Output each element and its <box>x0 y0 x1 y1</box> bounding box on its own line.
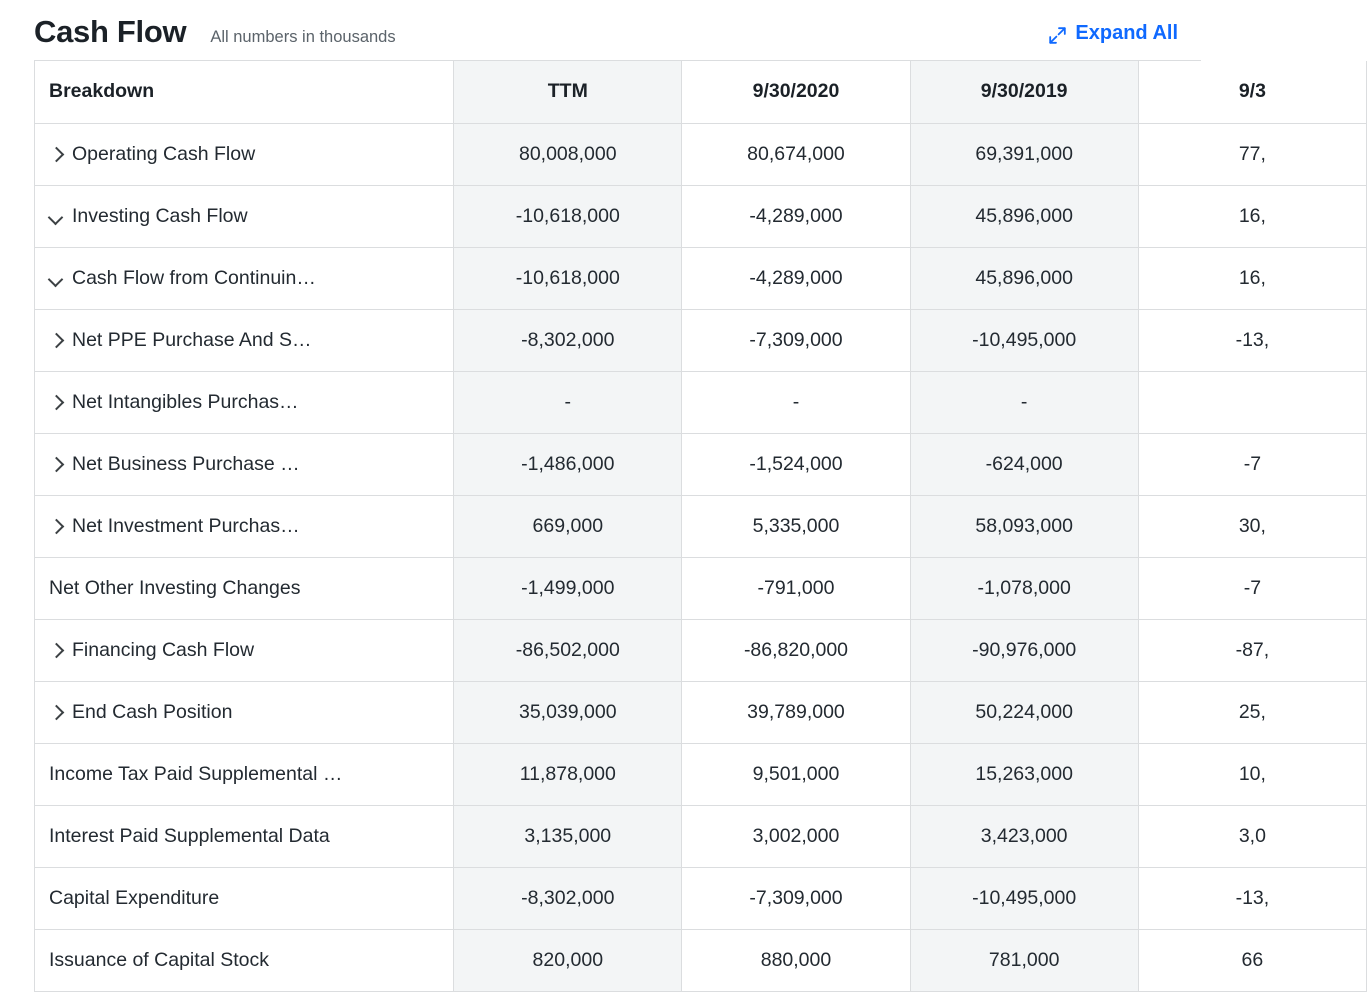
column-header-ttm[interactable]: TTM <box>454 61 682 123</box>
row-value-cell: -86,502,000 <box>454 619 682 681</box>
table-row <box>35 743 1367 805</box>
table-row <box>35 929 1367 991</box>
chevron-down-icon[interactable] <box>49 272 62 285</box>
row-label-text: Net PPE Purchase And S… <box>72 328 312 351</box>
row-label-cell[interactable] <box>35 247 454 309</box>
row-label-text: Net Other Investing Changes <box>49 576 301 599</box>
row-value-cell: 5,335,000 <box>682 495 910 557</box>
row-value-cell: -791,000 <box>682 557 910 619</box>
row-value-cell: 58,093,000 <box>910 495 1138 557</box>
row-value-cell: 35,039,000 <box>454 681 682 743</box>
chevron-right-icon[interactable] <box>49 458 62 471</box>
table-row <box>35 309 1367 371</box>
row-value-cell: 25, <box>1138 681 1366 743</box>
row-value-cell: 45,896,000 <box>910 247 1138 309</box>
table-row <box>35 619 1367 681</box>
row-label-text: Financing Cash Flow <box>72 638 255 661</box>
table-row <box>35 557 1367 619</box>
row-value-cell: -7 <box>1138 557 1366 619</box>
row-value-cell: -10,495,000 <box>910 867 1138 929</box>
column-header-2019[interactable]: 9/30/2019 <box>910 61 1138 123</box>
cash-flow-table-wrapper[interactable] <box>34 60 1270 992</box>
row-value-cell: -90,976,000 <box>910 619 1138 681</box>
row-label-text: Operating Cash Flow <box>72 142 256 165</box>
row-label-text: End Cash Position <box>72 700 233 723</box>
row-value-cell: 45,896,000 <box>910 185 1138 247</box>
row-value-cell: -7,309,000 <box>682 309 910 371</box>
row-value-cell: 9,501,000 <box>682 743 910 805</box>
cash-flow-table <box>35 61 1367 992</box>
column-header-2020[interactable]: 9/30/2020 <box>682 61 910 123</box>
row-label-cell[interactable] <box>35 371 454 433</box>
row-value-cell: -1,499,000 <box>454 557 682 619</box>
row-value-cell: 80,008,000 <box>454 123 682 185</box>
row-label-cell <box>35 805 454 867</box>
row-value-cell: 69,391,000 <box>910 123 1138 185</box>
row-label-cell[interactable] <box>35 495 454 557</box>
row-value-cell: 10, <box>1138 743 1366 805</box>
row-value-cell: 880,000 <box>682 929 910 991</box>
table-row <box>35 867 1367 929</box>
row-value-cell: -7,309,000 <box>682 867 910 929</box>
row-value-cell <box>1138 371 1366 433</box>
chevron-right-icon[interactable] <box>49 520 62 533</box>
row-value-cell: 50,224,000 <box>910 681 1138 743</box>
row-value-cell: 3,423,000 <box>910 805 1138 867</box>
chevron-right-icon[interactable] <box>49 396 62 409</box>
table-row <box>35 123 1367 185</box>
row-value-cell: 80,674,000 <box>682 123 910 185</box>
row-value-cell: 820,000 <box>454 929 682 991</box>
row-label-text: Net Business Purchase … <box>72 452 300 475</box>
row-label-cell <box>35 929 454 991</box>
table-row <box>35 371 1367 433</box>
row-label-cell[interactable] <box>35 185 454 247</box>
chevron-right-icon[interactable] <box>49 334 62 347</box>
column-header-breakdown[interactable]: Breakdown <box>35 61 454 123</box>
row-value-cell: 11,878,000 <box>454 743 682 805</box>
chevron-right-icon[interactable] <box>49 148 62 161</box>
row-label-cell[interactable] <box>35 123 454 185</box>
table-row <box>35 805 1367 867</box>
row-label-cell[interactable] <box>35 433 454 495</box>
row-value-cell: 66 <box>1138 929 1366 991</box>
expand-all-label: Expand All <box>1075 22 1178 44</box>
row-label-cell[interactable] <box>35 619 454 681</box>
row-value-cell: -13, <box>1138 867 1366 929</box>
chevron-down-icon[interactable] <box>49 210 62 223</box>
row-value-cell: 3,0 <box>1138 805 1366 867</box>
row-value-cell: -7 <box>1138 433 1366 495</box>
row-value-cell: -4,289,000 <box>682 185 910 247</box>
row-value-cell: - <box>454 371 682 433</box>
row-value-cell: -1,078,000 <box>910 557 1138 619</box>
row-value-cell: -1,486,000 <box>454 433 682 495</box>
row-value-cell: -1,524,000 <box>682 433 910 495</box>
expand-arrows-icon <box>1048 26 1067 45</box>
row-label-cell[interactable] <box>35 681 454 743</box>
row-value-cell: -624,000 <box>910 433 1138 495</box>
row-value-cell: 30, <box>1138 495 1366 557</box>
row-label-cell[interactable] <box>35 309 454 371</box>
table-header <box>35 61 1367 123</box>
row-label-text: Investing Cash Flow <box>72 204 248 227</box>
row-label-text: Net Intangibles Purchas… <box>72 390 299 413</box>
row-value-cell: -13, <box>1138 309 1366 371</box>
row-value-cell: 781,000 <box>910 929 1138 991</box>
row-label-text: Interest Paid Supplemental Data <box>49 824 330 847</box>
row-value-cell: - <box>910 371 1138 433</box>
row-label-cell <box>35 557 454 619</box>
units-note: All numbers in thousands <box>210 28 396 46</box>
row-label-text: Cash Flow from Continuin… <box>72 266 316 289</box>
chevron-right-icon[interactable] <box>49 706 62 719</box>
row-value-cell: 16, <box>1138 247 1366 309</box>
row-value-cell: -10,495,000 <box>910 309 1138 371</box>
page-title: Cash Flow <box>34 14 187 49</box>
table-row <box>35 681 1367 743</box>
row-label-cell <box>35 867 454 929</box>
row-label-cell <box>35 743 454 805</box>
row-value-cell: -8,302,000 <box>454 309 682 371</box>
expand-all-button[interactable] <box>1048 22 1178 45</box>
chevron-right-icon[interactable] <box>49 644 62 657</box>
row-value-cell: 669,000 <box>454 495 682 557</box>
table-row <box>35 495 1367 557</box>
row-value-cell: -87, <box>1138 619 1366 681</box>
table-row <box>35 247 1367 309</box>
row-label-text: Capital Expenditure <box>49 886 220 909</box>
row-value-cell: -4,289,000 <box>682 247 910 309</box>
row-value-cell: - <box>682 371 910 433</box>
row-value-cell: -10,618,000 <box>454 247 682 309</box>
table-header-row <box>35 61 1367 123</box>
table-body <box>35 123 1367 991</box>
row-label-text: Income Tax Paid Supplemental … <box>49 762 343 785</box>
row-value-cell: -8,302,000 <box>454 867 682 929</box>
row-value-cell: 39,789,000 <box>682 681 910 743</box>
row-value-cell: 16, <box>1138 185 1366 247</box>
row-value-cell: 77, <box>1138 123 1366 185</box>
row-value-cell: 3,002,000 <box>682 805 910 867</box>
row-label-text: Issuance of Capital Stock <box>49 948 270 971</box>
row-value-cell: 15,263,000 <box>910 743 1138 805</box>
page-header <box>0 0 1200 49</box>
row-value-cell: 3,135,000 <box>454 805 682 867</box>
table-row <box>35 185 1367 247</box>
row-value-cell: -86,820,000 <box>682 619 910 681</box>
column-header-2018[interactable]: 9/3 <box>1138 61 1366 123</box>
row-value-cell: -10,618,000 <box>454 185 682 247</box>
table-row <box>35 433 1367 495</box>
row-label-text: Net Investment Purchas… <box>72 514 300 537</box>
